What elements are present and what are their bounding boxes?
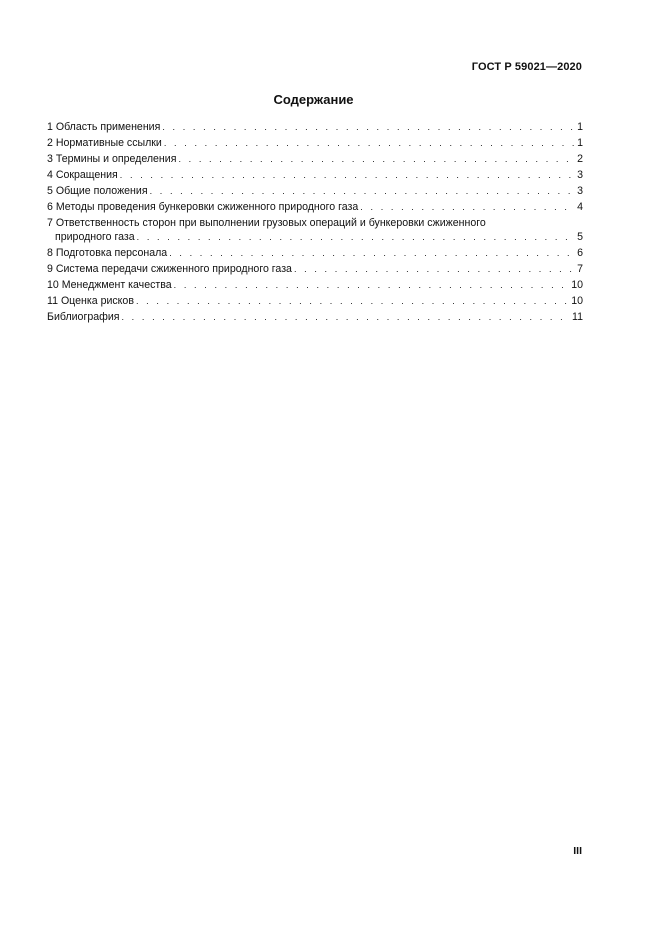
toc-entry[interactable] [47,277,583,293]
toc-entry[interactable] [47,199,583,215]
toc-title: Содержание [273,92,354,107]
toc-entry-label: 3 Термины и определения [47,153,177,165]
toc-entry-label: 9 Система передачи сжиженного природного газа [47,263,292,275]
toc-leader-dots [294,261,574,277]
toc-entry[interactable] [47,119,583,135]
toc-entry[interactable] [47,135,583,151]
toc-entry-label-continued: природного газа [55,231,135,243]
toc-entry-label: 7 Ответственность сторон при выполнении грузовых операций и бункеровки сжиженного [47,217,486,229]
toc-leader-dots [178,151,574,167]
toc-leader-dots [360,199,574,215]
toc-entry[interactable] [47,183,583,199]
toc-leader-dots [121,309,569,325]
toc-leader-dots [136,293,568,309]
toc-leader-dots [169,245,574,261]
toc-entry-page: 1 [577,121,583,133]
toc-leader-dots [162,119,574,135]
toc-entry[interactable] [47,245,583,261]
toc-entry[interactable] [47,151,583,167]
toc-entry-label: 6 Методы проведения бункеровки сжиженного природного газа [47,201,359,213]
document-code: ГОСТ Р 59021—2020 [471,61,582,73]
toc-entry-page: 2 [577,153,583,165]
toc-entry-page: 10 [571,279,583,291]
table-of-contents [47,119,583,325]
toc-entry-label: 10 Менеджмент качества [47,279,172,291]
toc-entry[interactable] [47,261,583,277]
toc-entry-label: 8 Подготовка персонала [47,247,168,259]
toc-entry-label: 1 Область применения [47,121,161,133]
toc-leader-dots [164,135,574,151]
toc-entry[interactable] [47,309,583,325]
toc-entry-page: 6 [577,247,583,259]
toc-entry[interactable] [47,167,583,183]
toc-entry-page: 4 [577,201,583,213]
toc-leader-dots [120,167,574,183]
toc-entry-label: 11 Оценка рисков [47,295,134,307]
toc-entry[interactable] [47,293,583,309]
toc-leader-dots [174,277,569,293]
toc-entry-page: 1 [577,137,583,149]
toc-entry[interactable] [47,216,583,244]
toc-entry-page: 5 [577,231,583,243]
toc-entry-label: 2 Нормативные ссылки [47,137,162,149]
toc-leader-dots [150,183,575,199]
toc-leader-dots [137,230,574,244]
toc-entry-page: 10 [571,295,583,307]
toc-entry-label: Библиография [47,311,120,323]
page-number: III [573,845,582,857]
toc-entry-page: 3 [577,185,583,197]
toc-entry-page: 3 [577,169,583,181]
toc-entry-page: 11 [572,311,583,323]
toc-entry-label: 5 Общие положения [47,185,148,197]
toc-entry-page: 7 [577,263,583,275]
toc-entry-label: 4 Сокращения [47,169,118,181]
